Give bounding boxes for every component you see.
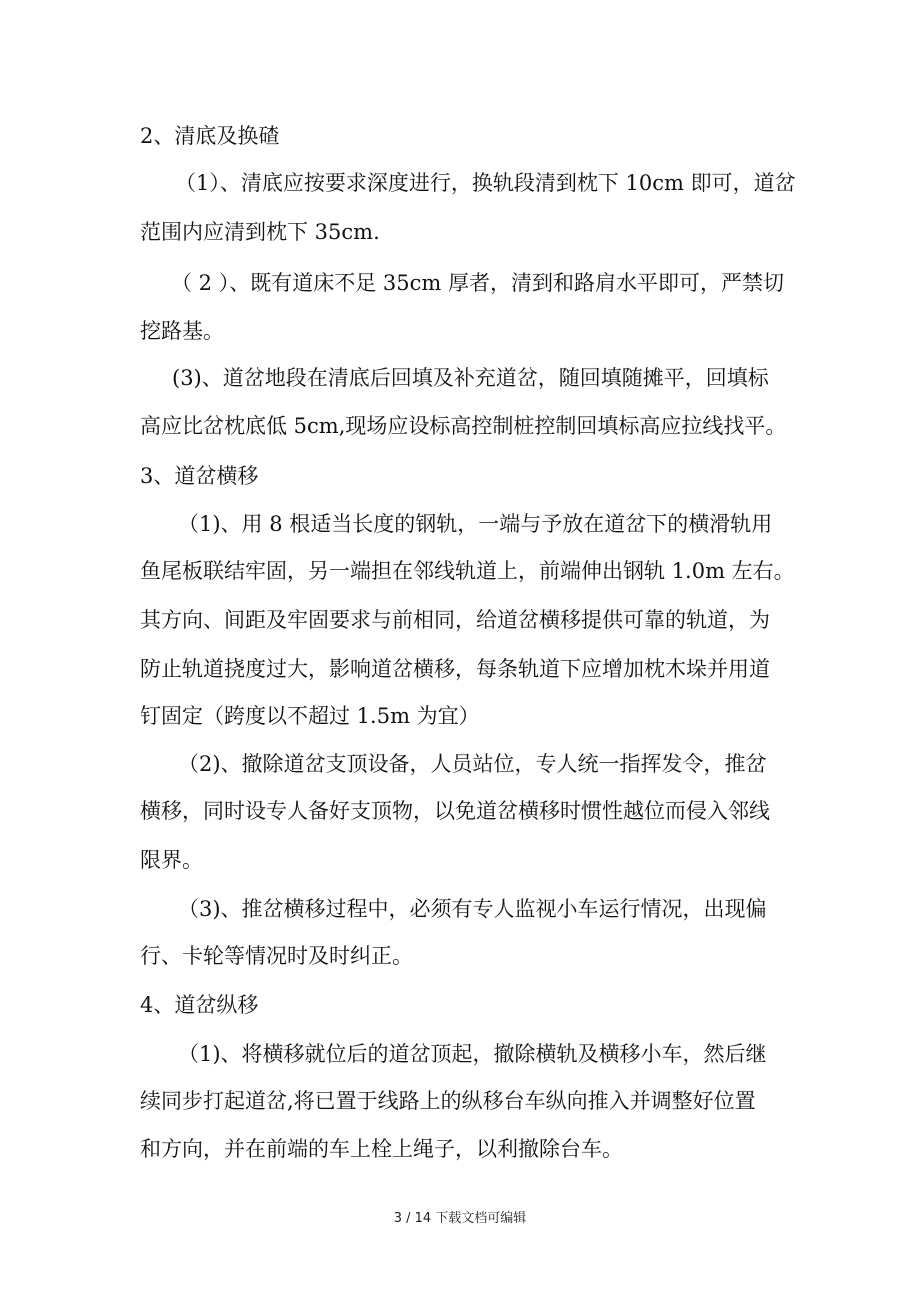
paragraph-line: 鱼尾板联结牢固，另一端担在邻线轨道上，前端伸出钢轨 1.0m 左右。 bbox=[140, 559, 795, 583]
paragraph-line: 其方向、间距及牢固要求与前相同，给道岔横移提供可靠的轨道，为 bbox=[140, 608, 770, 632]
paragraph-line: 续同步打起道岔,将已置于线路上的纵移台车纵向推入并调整好位置 bbox=[140, 1089, 756, 1113]
paragraph-line: （ 2 ）、既有道床不足 35cm 厚者，清到和路肩水平即可，严禁切 bbox=[171, 271, 784, 295]
paragraph-line: （1)、用 8 根适当长度的钢轨，一端与予放在道岔下的横滑轨用 bbox=[178, 512, 773, 536]
paragraph-line: （2)、撤除道岔支顶设备，人员站位，专人统一指挥发令，推岔 bbox=[178, 752, 767, 776]
paragraph-line: （1)、将横移就位后的道岔顶起，撤除横轨及横移小车，然后继 bbox=[178, 1042, 767, 1066]
paragraph-line: （1）、清底应按要求深度进行，换轨段清到枕下 10cm 即可，道岔 bbox=[175, 171, 796, 195]
paragraph-line: 横移，同时设专人备好支顶物，以免道岔横移时惯性越位而侵入邻线 bbox=[140, 799, 770, 823]
paragraph-line: 限界。 bbox=[140, 848, 203, 872]
section-heading-2: 2、清底及换碴 bbox=[140, 124, 280, 148]
paragraph-line: 挖路基。 bbox=[140, 319, 224, 343]
paragraph-line: 钉固定（跨度以不超过 1.5m 为宜） bbox=[140, 704, 480, 728]
paragraph-line: 防止轨道挠度过大，影响道岔横移，每条轨道下应增加枕木垛并用道 bbox=[140, 657, 770, 681]
paragraph-line: 范围内应清到枕下 35cm. bbox=[140, 220, 380, 244]
paragraph-line: 行、卡轮等情况时及时纠正。 bbox=[140, 944, 413, 968]
paragraph-line: (3)、道岔地段在清底后回填及补充道岔，随回填随摊平，回填标 bbox=[172, 366, 769, 390]
page-footer: 3 / 14 下载文档可编辑 bbox=[393, 1211, 527, 1226]
paragraph-line: 和方向，并在前端的车上栓上绳子，以利撤除台车。 bbox=[140, 1137, 623, 1161]
paragraph-line: 高应比岔枕底低 5cm,现场应设标高控制桩控制回填标高应拉线找平。 bbox=[140, 414, 787, 438]
section-heading-3: 3、道岔横移 bbox=[140, 464, 259, 488]
paragraph-line: （3)、推岔横移过程中，必须有专人监视小车运行情况，出现偏 bbox=[178, 897, 767, 921]
section-heading-4: 4、道岔纵移 bbox=[140, 993, 259, 1017]
